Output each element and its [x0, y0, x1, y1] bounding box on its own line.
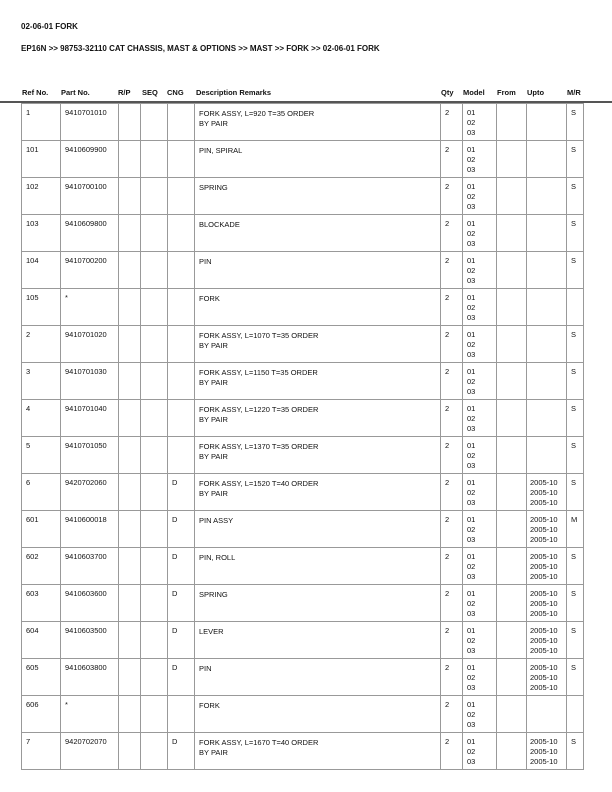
upto-cell: 2005-10 2005-10 2005-10 — [527, 548, 567, 585]
description-cell: BLOCKADE — [195, 215, 441, 252]
part-no-cell: * — [61, 696, 119, 733]
upto-cell — [527, 141, 567, 178]
header-from: From — [497, 88, 516, 97]
cng-cell: D — [168, 511, 195, 548]
header-mr: M/R — [567, 88, 581, 97]
ref-cell: 4 — [22, 400, 61, 437]
qty-cell: 2 — [441, 400, 463, 437]
description-cell: FORK ASSY, L=1520 T=40 ORDER BY PAIR — [195, 474, 441, 511]
mr-cell: S — [567, 733, 584, 770]
model-cell: 01 02 03 — [463, 511, 497, 548]
seq-cell — [141, 733, 168, 770]
model-cell: 01 02 03 — [463, 363, 497, 400]
table-row — [22, 733, 584, 770]
part-no-cell: 9410701040 — [61, 400, 119, 437]
model-cell: 01 02 03 — [463, 252, 497, 289]
description-cell: FORK ASSY, L=1070 T=35 ORDER BY PAIR — [195, 326, 441, 363]
upto-cell — [527, 437, 567, 474]
page-title: 02-06-01 FORK — [21, 22, 78, 31]
ref-cell: 105 — [22, 289, 61, 326]
mr-cell — [567, 696, 584, 733]
ref-cell: 606 — [22, 696, 61, 733]
from-cell — [497, 178, 527, 215]
ref-cell: 2 — [22, 326, 61, 363]
breadcrumb: EP16N >> 98753-32110 CAT CHASSIS, MAST & OPTIONS >> MAST >> FORK >> 02-06-01 FORK — [21, 44, 380, 53]
description-cell: FORK ASSY, L=1150 T=35 ORDER BY PAIR — [195, 363, 441, 400]
part-no-cell: 9410603600 — [61, 585, 119, 622]
qty-cell: 2 — [441, 548, 463, 585]
rp-cell — [119, 215, 141, 252]
ref-cell: 103 — [22, 215, 61, 252]
seq-cell — [141, 363, 168, 400]
qty-cell: 2 — [441, 215, 463, 252]
description-cell: SPRING — [195, 585, 441, 622]
header-qty: Qty — [441, 88, 454, 97]
upto-cell — [527, 400, 567, 437]
part-no-cell: * — [61, 289, 119, 326]
rp-cell — [119, 622, 141, 659]
from-cell — [497, 548, 527, 585]
qty-cell: 2 — [441, 104, 463, 141]
seq-cell — [141, 437, 168, 474]
cng-cell: D — [168, 548, 195, 585]
from-cell — [497, 289, 527, 326]
header-cng: CNG — [167, 88, 184, 97]
part-no-cell: 9410700200 — [61, 252, 119, 289]
ref-cell: 604 — [22, 622, 61, 659]
seq-cell — [141, 326, 168, 363]
qty-cell: 2 — [441, 437, 463, 474]
qty-cell: 2 — [441, 141, 463, 178]
seq-cell — [141, 548, 168, 585]
description-cell: SPRING — [195, 178, 441, 215]
header-seq: SEQ — [142, 88, 158, 97]
model-cell: 01 02 03 — [463, 733, 497, 770]
table-row — [22, 437, 584, 474]
part-no-cell: 9410701050 — [61, 437, 119, 474]
mr-cell: S — [567, 252, 584, 289]
rp-cell — [119, 289, 141, 326]
ref-cell: 7 — [22, 733, 61, 770]
ref-cell: 601 — [22, 511, 61, 548]
mr-cell: S — [567, 622, 584, 659]
model-cell: 01 02 03 — [463, 622, 497, 659]
table-row — [22, 585, 584, 622]
cng-cell — [168, 215, 195, 252]
rp-cell — [119, 659, 141, 696]
header-desc: Description Remarks — [196, 88, 272, 97]
model-cell: 01 02 03 — [463, 696, 497, 733]
description-cell: FORK ASSY, L=1370 T=35 ORDER BY PAIR — [195, 437, 441, 474]
rp-cell — [119, 511, 141, 548]
from-cell — [497, 400, 527, 437]
table-row — [22, 289, 584, 326]
table-row — [22, 363, 584, 400]
upto-cell: 2005-10 2005-10 2005-10 — [527, 474, 567, 511]
table-row — [22, 326, 584, 363]
upto-cell — [527, 252, 567, 289]
rp-cell — [119, 252, 141, 289]
upto-cell — [527, 289, 567, 326]
seq-cell — [141, 474, 168, 511]
qty-cell: 2 — [441, 326, 463, 363]
description-cell: PIN, ROLL — [195, 548, 441, 585]
qty-cell: 2 — [441, 659, 463, 696]
rp-cell — [119, 326, 141, 363]
from-cell — [497, 474, 527, 511]
upto-cell — [527, 178, 567, 215]
model-cell: 01 02 03 — [463, 585, 497, 622]
model-cell: 01 02 03 — [463, 104, 497, 141]
upto-cell: 2005-10 2005-10 2005-10 — [527, 659, 567, 696]
seq-cell — [141, 696, 168, 733]
rp-cell — [119, 548, 141, 585]
description-cell: PIN, SPIRAL — [195, 141, 441, 178]
table-row — [22, 696, 584, 733]
ref-cell: 102 — [22, 178, 61, 215]
from-cell — [497, 511, 527, 548]
seq-cell — [141, 659, 168, 696]
rp-cell — [119, 104, 141, 141]
mr-cell: S — [567, 215, 584, 252]
part-no-cell: 9410603700 — [61, 548, 119, 585]
description-cell: LEVER — [195, 622, 441, 659]
rp-cell — [119, 437, 141, 474]
table-row — [22, 548, 584, 585]
table-row — [22, 400, 584, 437]
upto-cell: 2005-10 2005-10 2005-10 — [527, 733, 567, 770]
qty-cell: 2 — [441, 511, 463, 548]
rp-cell — [119, 585, 141, 622]
qty-cell: 2 — [441, 474, 463, 511]
cng-cell — [168, 141, 195, 178]
seq-cell — [141, 511, 168, 548]
cng-cell — [168, 696, 195, 733]
mr-cell — [567, 289, 584, 326]
upto-cell: 2005-10 2005-10 2005-10 — [527, 622, 567, 659]
description-cell: FORK — [195, 289, 441, 326]
from-cell — [497, 104, 527, 141]
description-cell: FORK — [195, 696, 441, 733]
qty-cell: 2 — [441, 733, 463, 770]
header-rp: R/P — [118, 88, 131, 97]
model-cell: 01 02 03 — [463, 178, 497, 215]
from-cell — [497, 363, 527, 400]
mr-cell: S — [567, 437, 584, 474]
table-row — [22, 252, 584, 289]
ref-cell: 6 — [22, 474, 61, 511]
from-cell — [497, 696, 527, 733]
seq-cell — [141, 141, 168, 178]
qty-cell: 2 — [441, 252, 463, 289]
table-row — [22, 215, 584, 252]
part-no-cell: 9410603800 — [61, 659, 119, 696]
cng-cell: D — [168, 585, 195, 622]
from-cell — [497, 622, 527, 659]
table-row — [22, 141, 584, 178]
model-cell: 01 02 03 — [463, 289, 497, 326]
qty-cell: 2 — [441, 289, 463, 326]
seq-cell — [141, 252, 168, 289]
part-no-cell: 9410609800 — [61, 215, 119, 252]
seq-cell — [141, 178, 168, 215]
table-row — [22, 178, 584, 215]
upto-cell — [527, 215, 567, 252]
from-cell — [497, 585, 527, 622]
from-cell — [497, 141, 527, 178]
upto-cell: 2005-10 2005-10 2005-10 — [527, 511, 567, 548]
mr-cell: M — [567, 511, 584, 548]
part-no-cell: 9410609900 — [61, 141, 119, 178]
ref-cell: 602 — [22, 548, 61, 585]
upto-cell — [527, 326, 567, 363]
cng-cell: D — [168, 733, 195, 770]
cng-cell — [168, 289, 195, 326]
part-no-cell: 9410603500 — [61, 622, 119, 659]
seq-cell — [141, 215, 168, 252]
description-cell: PIN — [195, 252, 441, 289]
part-no-cell: 9410700100 — [61, 178, 119, 215]
from-cell — [497, 252, 527, 289]
ref-cell: 104 — [22, 252, 61, 289]
header-part: Part No. — [61, 88, 90, 97]
part-no-cell: 9410701010 — [61, 104, 119, 141]
table-row — [22, 659, 584, 696]
table-row — [22, 622, 584, 659]
model-cell: 01 02 03 — [463, 400, 497, 437]
description-cell: FORK ASSY, L=920 T=35 ORDER BY PAIR — [195, 104, 441, 141]
ref-cell: 1 — [22, 104, 61, 141]
mr-cell: S — [567, 178, 584, 215]
model-cell: 01 02 03 — [463, 141, 497, 178]
cng-cell — [168, 178, 195, 215]
header-ref: Ref No. — [22, 88, 49, 97]
cng-cell — [168, 252, 195, 289]
mr-cell: S — [567, 548, 584, 585]
part-no-cell: 9420702060 — [61, 474, 119, 511]
seq-cell — [141, 622, 168, 659]
rp-cell — [119, 474, 141, 511]
description-cell: FORK ASSY, L=1220 T=35 ORDER BY PAIR — [195, 400, 441, 437]
from-cell — [497, 659, 527, 696]
model-cell: 01 02 03 — [463, 215, 497, 252]
qty-cell: 2 — [441, 363, 463, 400]
from-cell — [497, 437, 527, 474]
part-no-cell: 9420702070 — [61, 733, 119, 770]
mr-cell: S — [567, 659, 584, 696]
mr-cell: S — [567, 104, 584, 141]
ref-cell: 605 — [22, 659, 61, 696]
rp-cell — [119, 178, 141, 215]
rp-cell — [119, 363, 141, 400]
cng-cell: D — [168, 659, 195, 696]
qty-cell: 2 — [441, 178, 463, 215]
seq-cell — [141, 585, 168, 622]
seq-cell — [141, 289, 168, 326]
upto-cell: 2005-10 2005-10 2005-10 — [527, 585, 567, 622]
ref-cell: 5 — [22, 437, 61, 474]
seq-cell — [141, 400, 168, 437]
table-row — [22, 474, 584, 511]
qty-cell: 2 — [441, 585, 463, 622]
cng-cell: D — [168, 474, 195, 511]
from-cell — [497, 733, 527, 770]
mr-cell: S — [567, 400, 584, 437]
description-cell: PIN — [195, 659, 441, 696]
ref-cell: 101 — [22, 141, 61, 178]
cng-cell — [168, 400, 195, 437]
model-cell: 01 02 03 — [463, 659, 497, 696]
cng-cell — [168, 326, 195, 363]
seq-cell — [141, 104, 168, 141]
ref-cell: 3 — [22, 363, 61, 400]
model-cell: 01 02 03 — [463, 474, 497, 511]
from-cell — [497, 326, 527, 363]
mr-cell: S — [567, 585, 584, 622]
description-cell: FORK ASSY, L=1670 T=40 ORDER BY PAIR — [195, 733, 441, 770]
rp-cell — [119, 733, 141, 770]
mr-cell: S — [567, 141, 584, 178]
part-no-cell: 9410701020 — [61, 326, 119, 363]
description-cell: PIN ASSY — [195, 511, 441, 548]
qty-cell: 2 — [441, 696, 463, 733]
upto-cell — [527, 104, 567, 141]
header-model: Model — [463, 88, 485, 97]
table-header — [0, 88, 612, 100]
ref-cell: 603 — [22, 585, 61, 622]
mr-cell: S — [567, 326, 584, 363]
qty-cell: 2 — [441, 622, 463, 659]
model-cell: 01 02 03 — [463, 548, 497, 585]
cng-cell: D — [168, 622, 195, 659]
upto-cell — [527, 696, 567, 733]
part-no-cell: 9410600018 — [61, 511, 119, 548]
cng-cell — [168, 437, 195, 474]
table-row — [22, 511, 584, 548]
rp-cell — [119, 400, 141, 437]
cng-cell — [168, 104, 195, 141]
mr-cell: S — [567, 474, 584, 511]
model-cell: 01 02 03 — [463, 437, 497, 474]
header-upto: Upto — [527, 88, 545, 97]
mr-cell: S — [567, 363, 584, 400]
rp-cell — [119, 696, 141, 733]
parts-table — [21, 103, 584, 770]
parts-table-body — [22, 104, 584, 770]
from-cell — [497, 215, 527, 252]
upto-cell — [527, 363, 567, 400]
rp-cell — [119, 141, 141, 178]
model-cell: 01 02 03 — [463, 326, 497, 363]
part-no-cell: 9410701030 — [61, 363, 119, 400]
cng-cell — [168, 363, 195, 400]
table-row — [22, 104, 584, 141]
